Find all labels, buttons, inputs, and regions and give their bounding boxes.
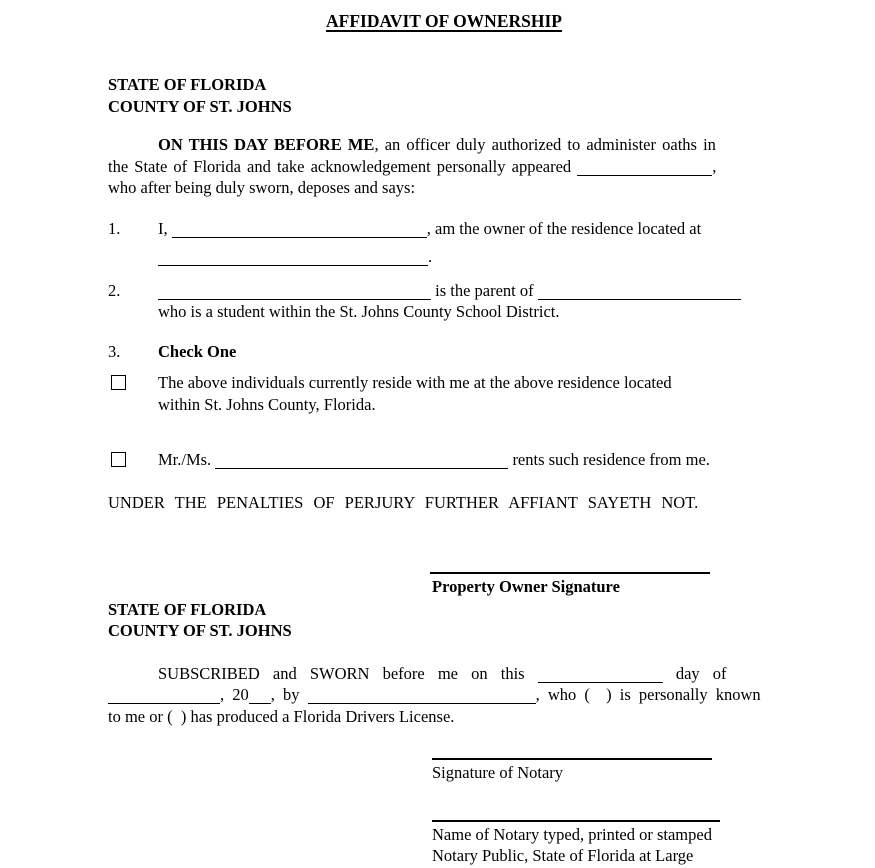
perjury-statement: UNDER THE PENALTIES OF PERJURY FURTHER AFFIANT SAYETH NOT. xyxy=(108,492,699,512)
intro-paragraph xyxy=(108,134,780,199)
option-reside-row xyxy=(108,372,780,415)
notary-venue-block xyxy=(108,599,780,642)
option-reside-line-1: The above individuals currently reside with me at the above residence located xyxy=(158,373,672,392)
option-rents-suffix: rents such residence from me. xyxy=(508,450,710,469)
item-1-line-2 xyxy=(158,246,780,268)
document-title-text: AFFIDAVIT OF OWNERSHIP xyxy=(326,11,562,31)
notary-venue-county-line: COUNTY OF ST. JOHNS xyxy=(108,621,292,640)
check-one-label: Check One xyxy=(158,341,237,361)
venue-state-line: STATE OF FLORIDA xyxy=(108,75,267,94)
notary-line-3: to me or ( ) has produced a Florida Drivers License. xyxy=(108,706,455,726)
document-title xyxy=(108,9,780,33)
intro-line-3: who after being duly sworn, deposes and says: xyxy=(108,178,416,197)
item-1-line-2-period: . xyxy=(428,247,433,266)
numbered-item-3 xyxy=(108,341,780,363)
notary-by-text: , by xyxy=(270,685,308,704)
owner-signature-block xyxy=(108,572,780,598)
owner-signature-label: Property Owner Signature xyxy=(432,577,620,596)
notary-line-1 xyxy=(108,663,780,685)
notary-line-2 xyxy=(108,684,780,706)
intro-line-2 xyxy=(108,156,780,178)
notary-signature-block xyxy=(108,758,780,784)
item-3-number: 3. xyxy=(108,341,121,361)
intro-line-2-comma: , xyxy=(712,156,717,176)
owner-name-blank[interactable] xyxy=(172,236,427,238)
notary-statement-paragraph xyxy=(108,663,780,728)
student-name-blank[interactable] xyxy=(538,298,741,300)
item-2-line-1 xyxy=(158,280,780,302)
notary-name-block xyxy=(108,820,780,867)
renter-name-blank[interactable] xyxy=(215,467,508,469)
affiant-name-blank[interactable] xyxy=(308,702,536,704)
venue-county-line: COUNTY OF ST. JOHNS xyxy=(108,96,292,116)
option-reside-line-2: within St. Johns County, Florida. xyxy=(158,394,376,414)
option-reside-text xyxy=(158,372,780,415)
item-1-number: 1. xyxy=(108,218,121,238)
notary-name-label-2: Notary Public, State of Florida at Large xyxy=(432,846,694,865)
notary-name-line[interactable] xyxy=(432,820,720,822)
item-1-suffix: , am the owner of the residence located at xyxy=(426,218,702,238)
item-2-content xyxy=(158,280,780,323)
numbered-item-1 xyxy=(108,218,780,268)
intro-line-1 xyxy=(108,134,780,156)
notary-line-1-text: SUBSCRIBED and SWORN before me on this xyxy=(158,663,538,683)
intro-line-1-rest: , an officer duly authorized to administer oaths in xyxy=(374,135,716,154)
intro-lead-bold: ON THIS DAY BEFORE ME xyxy=(158,135,375,154)
residence-address-blank[interactable] xyxy=(158,264,428,266)
document-body xyxy=(108,0,780,867)
item-2-middle-text: is the parent of xyxy=(431,280,538,300)
notary-year-text: , 20 xyxy=(220,685,249,704)
notary-known-text: , who ( ) is personally known xyxy=(535,685,761,704)
option-rents-checkbox-cell xyxy=(108,449,158,471)
notary-signature-label: Signature of Notary xyxy=(432,763,564,782)
item-2-line-2: who is a student within the St. Johns County School District. xyxy=(158,302,560,321)
reside-checkbox[interactable] xyxy=(111,375,126,390)
item-1-line-1 xyxy=(158,218,780,240)
notary-venue-state-line: STATE OF FLORIDA xyxy=(108,599,267,619)
option-reside-checkbox-cell xyxy=(108,372,158,415)
month-blank[interactable] xyxy=(108,702,220,704)
appeared-name-blank[interactable] xyxy=(577,174,712,176)
item-1-prefix: I, xyxy=(158,218,172,238)
item-2-number: 2. xyxy=(108,280,121,300)
owner-signature-line[interactable] xyxy=(430,572,710,574)
day-blank[interactable] xyxy=(538,681,663,683)
item-1-content xyxy=(158,218,780,268)
venue-block xyxy=(108,74,780,117)
numbered-item-2 xyxy=(108,280,780,323)
option-rents-row xyxy=(108,449,780,471)
notary-line-1-tail: day of xyxy=(662,663,727,683)
notary-signature-line[interactable] xyxy=(432,758,712,760)
intro-line-2-text: the State of Florida and take acknowledgement personally appeared xyxy=(108,156,578,176)
option-rents-text xyxy=(158,449,780,471)
rents-checkbox[interactable] xyxy=(111,452,126,467)
year-blank[interactable] xyxy=(249,702,271,704)
notary-name-label-1: Name of Notary typed, printed or stamped xyxy=(432,824,712,844)
option-rents-prefix: Mr./Ms. xyxy=(158,450,216,469)
parent-name-blank[interactable] xyxy=(158,298,431,300)
